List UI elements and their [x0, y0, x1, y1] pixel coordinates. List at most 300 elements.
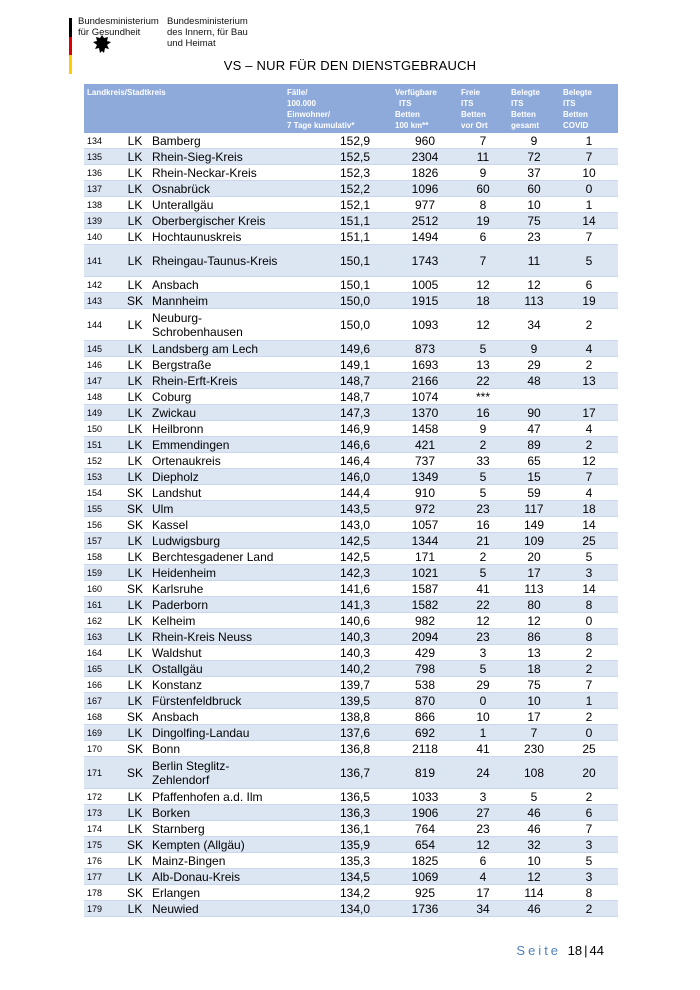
district-name-cell: Erlangen: [150, 885, 284, 901]
beds-occupied-cell: [508, 389, 560, 405]
beds-free-cell: 7: [458, 245, 508, 277]
type-cell: LK: [120, 341, 150, 357]
beds-occupied-cell: 46: [508, 901, 560, 917]
table-row: [84, 533, 618, 549]
beds-occupied-cell: 11: [508, 245, 560, 277]
beds-free-cell: 1: [458, 725, 508, 741]
type-cell: LK: [120, 213, 150, 229]
beds-occupied-cell: 230: [508, 741, 560, 757]
beds-covid-cell: 13: [560, 373, 618, 389]
type-cell: SK: [120, 485, 150, 501]
beds-free-cell: 10: [458, 709, 508, 725]
beds-available-cell: 1587: [392, 581, 458, 597]
incidence-cell: 152,5: [284, 149, 392, 165]
beds-occupied-cell: 9: [508, 341, 560, 357]
beds-occupied-cell: 47: [508, 421, 560, 437]
type-cell: LK: [120, 149, 150, 165]
rank-cell: 149: [84, 405, 120, 421]
beds-occupied-cell: 59: [508, 485, 560, 501]
table-row: [84, 549, 618, 565]
table-row: [84, 757, 618, 789]
beds-available-cell: 737: [392, 453, 458, 469]
beds-covid-cell: 8: [560, 597, 618, 613]
rank-cell: 138: [84, 197, 120, 213]
beds-free-cell: 12: [458, 613, 508, 629]
beds-covid-cell: 0: [560, 725, 618, 741]
rank-cell: 142: [84, 277, 120, 293]
beds-covid-cell: 1: [560, 693, 618, 709]
rank-cell: 153: [84, 469, 120, 485]
beds-covid-cell: 7: [560, 469, 618, 485]
beds-occupied-cell: 23: [508, 229, 560, 245]
beds-occupied-cell: 75: [508, 213, 560, 229]
type-cell: LK: [120, 277, 150, 293]
table-row: [84, 293, 618, 309]
rank-cell: 174: [84, 821, 120, 837]
incidence-cell: 135,9: [284, 837, 392, 853]
table-row: [84, 901, 618, 917]
beds-occupied-cell: 12: [508, 277, 560, 293]
beds-occupied-cell: 72: [508, 149, 560, 165]
table-row: [84, 693, 618, 709]
beds-available-cell: 171: [392, 549, 458, 565]
beds-free-cell: 5: [458, 485, 508, 501]
beds-covid-cell: 4: [560, 341, 618, 357]
incidence-cell: 137,6: [284, 725, 392, 741]
beds-free-cell: 11: [458, 149, 508, 165]
beds-occupied-cell: 17: [508, 565, 560, 581]
rank-cell: 154: [84, 485, 120, 501]
beds-available-cell: 1906: [392, 805, 458, 821]
beds-occupied-cell: 13: [508, 645, 560, 661]
district-name-cell: Rheingau-Taunus-Kreis: [150, 245, 284, 277]
beds-occupied-cell: 20: [508, 549, 560, 565]
beds-free-cell: 16: [458, 517, 508, 533]
header-incidence: Fälle/ 100.000 Einwohner/ 7 Tage kumulativ*: [284, 84, 392, 133]
beds-covid-cell: 5: [560, 549, 618, 565]
beds-occupied-cell: 60: [508, 181, 560, 197]
header-district: Landkreis/Stadtkreis: [84, 84, 284, 133]
table-row: [84, 501, 618, 517]
table-row: [84, 725, 618, 741]
type-cell: LK: [120, 549, 150, 565]
district-name-cell: Hochtaunuskreis: [150, 229, 284, 245]
beds-free-cell: 22: [458, 597, 508, 613]
district-name-cell: Kassel: [150, 517, 284, 533]
beds-free-cell: 7: [458, 133, 508, 149]
incidence-cell: 134,5: [284, 869, 392, 885]
table-row: [84, 341, 618, 357]
beds-available-cell: 1021: [392, 565, 458, 581]
beds-covid-cell: [560, 389, 618, 405]
incidence-cell: 142,5: [284, 533, 392, 549]
beds-occupied-cell: 12: [508, 869, 560, 885]
beds-covid-cell: 20: [560, 757, 618, 789]
beds-available-cell: 1093: [392, 309, 458, 341]
beds-covid-cell: 7: [560, 677, 618, 693]
beds-available-cell: 538: [392, 677, 458, 693]
district-name-cell: Berlin Steglitz-Zehlendorf: [150, 757, 284, 789]
district-name-cell: Ulm: [150, 501, 284, 517]
table-row: [84, 709, 618, 725]
beds-free-cell: 60: [458, 181, 508, 197]
district-name-cell: Rhein-Neckar-Kreis: [150, 165, 284, 181]
rank-cell: 144: [84, 309, 120, 341]
beds-available-cell: 1693: [392, 357, 458, 373]
table-row: [84, 805, 618, 821]
beds-free-cell: 17: [458, 885, 508, 901]
beds-available-cell: 1069: [392, 869, 458, 885]
district-name-cell: Alb-Donau-Kreis: [150, 869, 284, 885]
table-row: [84, 597, 618, 613]
district-name-cell: Ortenaukreis: [150, 453, 284, 469]
beds-occupied-cell: 114: [508, 885, 560, 901]
rank-cell: 159: [84, 565, 120, 581]
type-cell: LK: [120, 565, 150, 581]
beds-covid-cell: 2: [560, 901, 618, 917]
beds-covid-cell: 6: [560, 277, 618, 293]
rank-cell: 161: [84, 597, 120, 613]
rank-cell: 175: [84, 837, 120, 853]
rank-cell: 135: [84, 149, 120, 165]
incidence-cell: 142,5: [284, 549, 392, 565]
type-cell: LK: [120, 789, 150, 805]
rank-cell: 166: [84, 677, 120, 693]
district-name-cell: Konstanz: [150, 677, 284, 693]
incidence-cell: 152,1: [284, 197, 392, 213]
beds-available-cell: 1743: [392, 245, 458, 277]
table-row: [84, 789, 618, 805]
incidence-cell: 146,6: [284, 437, 392, 453]
district-name-cell: Bonn: [150, 741, 284, 757]
beds-free-cell: 12: [458, 277, 508, 293]
type-cell: LK: [120, 165, 150, 181]
table-row: [84, 149, 618, 165]
rank-cell: 141: [84, 245, 120, 277]
table-row: [84, 741, 618, 757]
beds-covid-cell: 2: [560, 661, 618, 677]
beds-covid-cell: 1: [560, 133, 618, 149]
beds-covid-cell: 1: [560, 197, 618, 213]
table-row: [84, 629, 618, 645]
district-name-cell: Mainz-Bingen: [150, 853, 284, 869]
beds-occupied-cell: 46: [508, 805, 560, 821]
type-cell: SK: [120, 885, 150, 901]
beds-occupied-cell: 117: [508, 501, 560, 517]
page-label: Seite: [516, 943, 562, 958]
beds-available-cell: 2094: [392, 629, 458, 645]
beds-available-cell: 925: [392, 885, 458, 901]
rank-cell: 143: [84, 293, 120, 309]
type-cell: LK: [120, 373, 150, 389]
beds-covid-cell: 2: [560, 357, 618, 373]
incidence-cell: 150,0: [284, 293, 392, 309]
rank-cell: 171: [84, 757, 120, 789]
type-cell: LK: [120, 821, 150, 837]
beds-available-cell: 2118: [392, 741, 458, 757]
rank-cell: 158: [84, 549, 120, 565]
beds-available-cell: 1005: [392, 277, 458, 293]
beds-covid-cell: 25: [560, 533, 618, 549]
table-row: [84, 661, 618, 677]
district-name-cell: Ansbach: [150, 277, 284, 293]
beds-free-cell: 3: [458, 645, 508, 661]
beds-free-cell: 9: [458, 165, 508, 181]
beds-covid-cell: 14: [560, 581, 618, 597]
rank-cell: 140: [84, 229, 120, 245]
district-name-cell: Landsberg am Lech: [150, 341, 284, 357]
rank-cell: 164: [84, 645, 120, 661]
rank-cell: 150: [84, 421, 120, 437]
beds-covid-cell: 2: [560, 437, 618, 453]
table-row: [84, 485, 618, 501]
beds-free-cell: 41: [458, 741, 508, 757]
table-row: [84, 133, 618, 149]
beds-available-cell: 866: [392, 709, 458, 725]
beds-occupied-cell: 34: [508, 309, 560, 341]
incidence-cell: 149,6: [284, 341, 392, 357]
district-name-cell: Neuburg-Schrobenhausen: [150, 309, 284, 341]
table-row: [84, 453, 618, 469]
rank-cell: 169: [84, 725, 120, 741]
rank-cell: 170: [84, 741, 120, 757]
beds-available-cell: 2512: [392, 213, 458, 229]
beds-available-cell: 2166: [392, 373, 458, 389]
beds-free-cell: 12: [458, 837, 508, 853]
beds-covid-cell: 8: [560, 885, 618, 901]
district-name-cell: Pfaffenhofen a.d. Ilm: [150, 789, 284, 805]
rank-cell: 160: [84, 581, 120, 597]
district-name-cell: Rhein-Sieg-Kreis: [150, 149, 284, 165]
district-name-cell: Unterallgäu: [150, 197, 284, 213]
district-name-cell: Emmendingen: [150, 437, 284, 453]
type-cell: SK: [120, 741, 150, 757]
incidence-cell: 134,0: [284, 901, 392, 917]
beds-free-cell: 21: [458, 533, 508, 549]
rank-cell: 152: [84, 453, 120, 469]
beds-covid-cell: 3: [560, 869, 618, 885]
incidence-cell: 152,3: [284, 165, 392, 181]
beds-covid-cell: 0: [560, 181, 618, 197]
beds-free-cell: 5: [458, 661, 508, 677]
table-row: [84, 837, 618, 853]
incidence-cell: 147,3: [284, 405, 392, 421]
ministry-interior: Bundesministerium des Innern, für Bau und Heimat: [167, 16, 248, 49]
beds-covid-cell: 4: [560, 485, 618, 501]
beds-free-cell: 27: [458, 805, 508, 821]
beds-available-cell: 2304: [392, 149, 458, 165]
type-cell: LK: [120, 613, 150, 629]
beds-covid-cell: 18: [560, 501, 618, 517]
rank-cell: 146: [84, 357, 120, 373]
table-header-row: [84, 84, 618, 133]
beds-available-cell: 1915: [392, 293, 458, 309]
type-cell: LK: [120, 309, 150, 341]
beds-free-cell: 24: [458, 757, 508, 789]
beds-occupied-cell: 113: [508, 581, 560, 597]
beds-free-cell: 23: [458, 821, 508, 837]
page-total: 44: [589, 943, 604, 958]
type-cell: SK: [120, 757, 150, 789]
beds-occupied-cell: 15: [508, 469, 560, 485]
type-cell: SK: [120, 709, 150, 725]
incidence-cell: 151,1: [284, 213, 392, 229]
beds-available-cell: 819: [392, 757, 458, 789]
beds-occupied-cell: 17: [508, 709, 560, 725]
beds-occupied-cell: 12: [508, 613, 560, 629]
rank-cell: 172: [84, 789, 120, 805]
beds-available-cell: 1582: [392, 597, 458, 613]
beds-available-cell: 421: [392, 437, 458, 453]
header-beds-free: Freie ITS Betten vor Ort: [458, 84, 508, 133]
beds-free-cell: 18: [458, 293, 508, 309]
incidence-cell: 135,3: [284, 853, 392, 869]
table-row: [84, 277, 618, 293]
district-table: [84, 84, 618, 917]
beds-available-cell: 764: [392, 821, 458, 837]
incidence-cell: 152,9: [284, 133, 392, 149]
incidence-cell: 136,5: [284, 789, 392, 805]
beds-available-cell: 692: [392, 725, 458, 741]
beds-available-cell: 798: [392, 661, 458, 677]
table-row: [84, 229, 618, 245]
rank-cell: 179: [84, 901, 120, 917]
beds-occupied-cell: 32: [508, 837, 560, 853]
beds-occupied-cell: 65: [508, 453, 560, 469]
beds-available-cell: 1344: [392, 533, 458, 549]
beds-free-cell: 16: [458, 405, 508, 421]
type-cell: LK: [120, 869, 150, 885]
classification-heading: VS – NUR FÜR DEN DIENSTGEBRAUCH: [223, 58, 477, 73]
beds-available-cell: 1074: [392, 389, 458, 405]
beds-available-cell: 977: [392, 197, 458, 213]
district-name-cell: Mannheim: [150, 293, 284, 309]
beds-occupied-cell: 90: [508, 405, 560, 421]
type-cell: SK: [120, 293, 150, 309]
type-cell: LK: [120, 629, 150, 645]
table-row: [84, 405, 618, 421]
beds-covid-cell: 17: [560, 405, 618, 421]
incidence-cell: 150,1: [284, 245, 392, 277]
beds-available-cell: 1825: [392, 853, 458, 869]
incidence-cell: 146,4: [284, 453, 392, 469]
district-name-cell: Ludwigsburg: [150, 533, 284, 549]
type-cell: LK: [120, 469, 150, 485]
beds-available-cell: 1494: [392, 229, 458, 245]
rank-cell: 136: [84, 165, 120, 181]
beds-available-cell: 1458: [392, 421, 458, 437]
beds-covid-cell: 2: [560, 709, 618, 725]
page-footer: Seite 18 | 44: [516, 943, 604, 958]
incidence-cell: 148,7: [284, 373, 392, 389]
incidence-cell: 136,7: [284, 757, 392, 789]
beds-covid-cell: 3: [560, 837, 618, 853]
district-name-cell: Diepholz: [150, 469, 284, 485]
district-name-cell: Rhein-Kreis Neuss: [150, 629, 284, 645]
incidence-cell: 136,1: [284, 821, 392, 837]
district-name-cell: Kelheim: [150, 613, 284, 629]
beds-free-cell: ***: [458, 389, 508, 405]
table-row: [84, 581, 618, 597]
type-cell: LK: [120, 389, 150, 405]
beds-free-cell: 12: [458, 309, 508, 341]
beds-free-cell: 8: [458, 197, 508, 213]
rank-cell: 167: [84, 693, 120, 709]
rank-cell: 139: [84, 213, 120, 229]
beds-occupied-cell: 9: [508, 133, 560, 149]
beds-occupied-cell: 89: [508, 437, 560, 453]
beds-free-cell: 2: [458, 437, 508, 453]
beds-occupied-cell: 10: [508, 197, 560, 213]
beds-occupied-cell: 86: [508, 629, 560, 645]
incidence-cell: 142,3: [284, 565, 392, 581]
beds-free-cell: 19: [458, 213, 508, 229]
incidence-cell: 150,0: [284, 309, 392, 341]
beds-free-cell: 5: [458, 469, 508, 485]
district-name-cell: Bergstraße: [150, 357, 284, 373]
type-cell: LK: [120, 693, 150, 709]
beds-occupied-cell: 75: [508, 677, 560, 693]
district-name-cell: Coburg: [150, 389, 284, 405]
rank-cell: 134: [84, 133, 120, 149]
beds-free-cell: 3: [458, 789, 508, 805]
type-cell: LK: [120, 197, 150, 213]
beds-available-cell: 1736: [392, 901, 458, 917]
rank-cell: 148: [84, 389, 120, 405]
beds-available-cell: 1057: [392, 517, 458, 533]
table-row: [84, 869, 618, 885]
beds-free-cell: 22: [458, 373, 508, 389]
incidence-cell: 140,6: [284, 613, 392, 629]
beds-occupied-cell: 10: [508, 853, 560, 869]
beds-available-cell: 960: [392, 133, 458, 149]
table-row: [84, 645, 618, 661]
table-row: [84, 309, 618, 341]
district-name-cell: Rhein-Erft-Kreis: [150, 373, 284, 389]
district-name-cell: Kempten (Allgäu): [150, 837, 284, 853]
beds-free-cell: 5: [458, 341, 508, 357]
incidence-cell: 149,1: [284, 357, 392, 373]
district-name-cell: Neuwied: [150, 901, 284, 917]
beds-free-cell: 9: [458, 421, 508, 437]
district-name-cell: Karlsruhe: [150, 581, 284, 597]
rank-cell: 168: [84, 709, 120, 725]
incidence-cell: 148,7: [284, 389, 392, 405]
incidence-cell: 143,5: [284, 501, 392, 517]
rank-cell: 155: [84, 501, 120, 517]
incidence-cell: 150,1: [284, 277, 392, 293]
type-cell: LK: [120, 421, 150, 437]
incidence-cell: 139,5: [284, 693, 392, 709]
beds-covid-cell: 8: [560, 629, 618, 645]
beds-free-cell: 0: [458, 693, 508, 709]
incidence-cell: 144,4: [284, 485, 392, 501]
table-row: [84, 213, 618, 229]
rank-cell: 163: [84, 629, 120, 645]
district-name-cell: Borken: [150, 805, 284, 821]
beds-available-cell: 870: [392, 693, 458, 709]
district-name-cell: Ansbach: [150, 709, 284, 725]
beds-available-cell: 873: [392, 341, 458, 357]
beds-covid-cell: 4: [560, 421, 618, 437]
beds-available-cell: 1826: [392, 165, 458, 181]
district-name-cell: Landshut: [150, 485, 284, 501]
beds-free-cell: 13: [458, 357, 508, 373]
beds-available-cell: 972: [392, 501, 458, 517]
district-name-cell: Waldshut: [150, 645, 284, 661]
beds-free-cell: 29: [458, 677, 508, 693]
table-row: [84, 517, 618, 533]
